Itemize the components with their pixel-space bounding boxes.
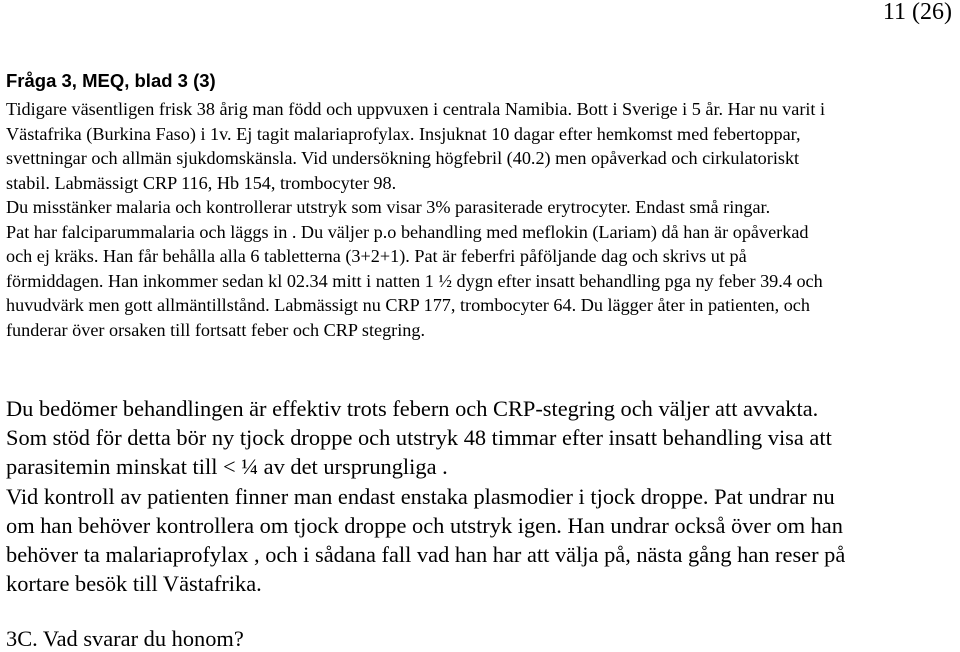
followup-line: behöver ta malariaprofylax , och i sådana fall vad han har att välja på, nästa gång han reser på: [6, 542, 846, 568]
followup-text: [6, 394, 956, 598]
followup-line: Som stöd för detta bör ny tjock droppe och utstryk 48 timmar efter insatt behandling visa att: [6, 425, 832, 451]
followup-line: parasitemin minskat till < ¼ av det ursprungliga .: [6, 454, 448, 480]
case-line: och ej kräks. Han får behålla alla 6 tabletterna (3+2+1). Pat är feberfri påföljande dag och skrivs ut på: [6, 246, 747, 266]
question-text: 3C. Vad svarar du honom?: [6, 626, 244, 651]
case-line: funderar över orsaken till fortsatt feber och CRP stegring.: [6, 319, 426, 340]
followup-line: Du bedömer behandlingen är effektiv trots febern och CRP-stegring och väljer att avvakta.: [6, 396, 819, 421]
case-line: Västafrika (Burkina Faso) i 1v. Ej tagit malariaprofylax. Insjuknat 10 dagar efter hemkomst med febertoppar,: [6, 123, 801, 144]
case-line: Du misstänker malaria och kontrollerar utstryk som visar 3% parasiterade erytrocyter. Endast små ringar.: [6, 197, 771, 217]
case-line: svettningar och allmän sjukdomskänsla. Vid undersökning högfebril (40.2) men opåverkad och cirkulatoriskt: [6, 148, 800, 168]
case-line: Pat har falciparummalaria och läggs in . Du väljer p.o behandling med meflokin (Lariam) då han är opåverkad: [6, 221, 809, 242]
followup-line: Vid kontroll av patienten finner man endast enstaka plasmodier i tjock droppe. Pat undrar nu: [6, 483, 835, 509]
case-line: huvudvärk men gott allmäntillstånd. Labmässigt nu CRP 177, trombocyter 64. Du lägger åter in patienten, och: [6, 295, 810, 315]
case-description: [6, 97, 956, 342]
case-line: stabil. Labmässigt CRP 116, Hb 154, trombocyter 98.: [6, 172, 397, 193]
case-line: förmiddagen. Han inkommer sedan kl 02.34 mitt i natten 1 ½ dygn efter insatt behandling pga ny feber 39.4 och: [6, 270, 823, 291]
followup-line: om han behöver kontrollera om tjock droppe och utstryk igen. Han undrar också över om han: [6, 512, 843, 538]
page-number: 11 (26): [882, 0, 952, 25]
case-line: Tidigare väsentligen frisk 38 årig man född och uppvuxen i centrala Namibia. Bott i Sverige i 5 år. Har nu varit i: [6, 99, 826, 119]
followup-line: kortare besök till Västafrika.: [6, 571, 262, 597]
question-heading: Fråga 3, MEQ, blad 3 (3): [6, 70, 216, 91]
